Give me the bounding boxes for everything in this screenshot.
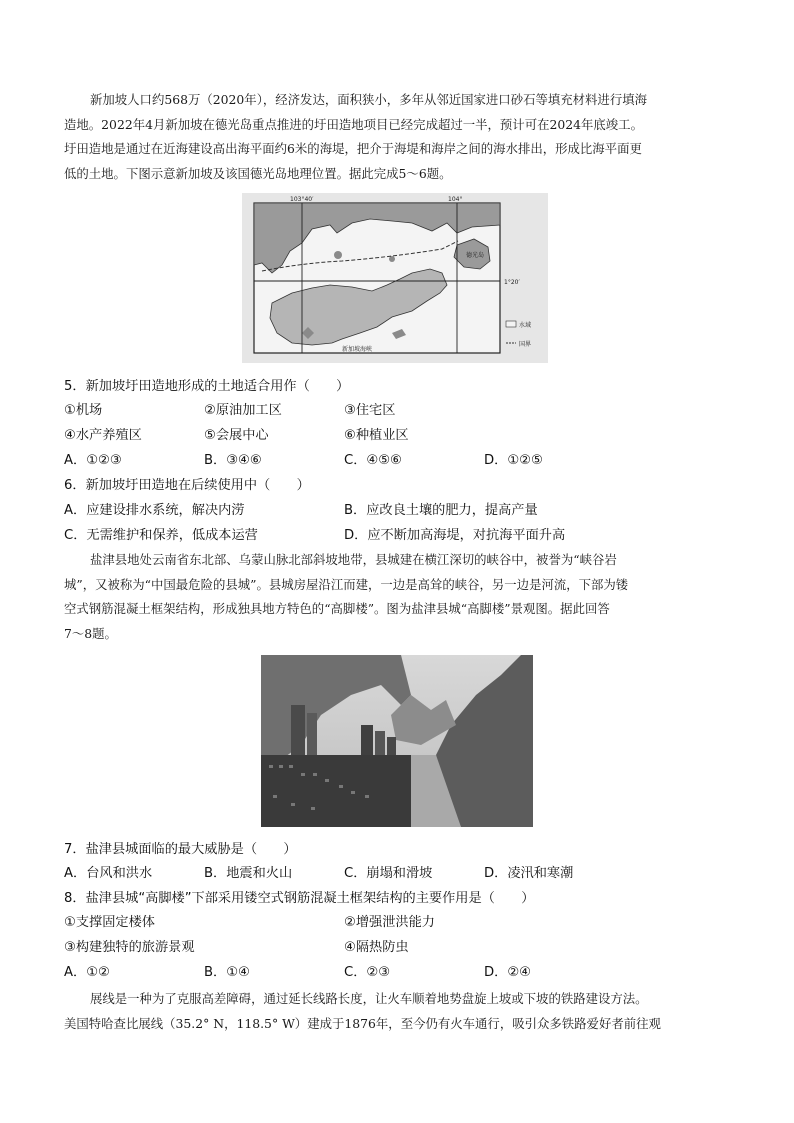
q8-item-1: ①支撑固定楼体 bbox=[64, 915, 155, 930]
q5-choice-a: A．①②③ bbox=[64, 453, 122, 468]
question-6-stem: 6．新加坡圩田造地在后续使用中（ ） bbox=[64, 478, 310, 493]
question-5-stem: 5．新加坡圩田造地形成的土地适合用作（ ） bbox=[64, 379, 350, 394]
q5-item-6: ⑥种植业区 bbox=[344, 428, 409, 443]
q6-choice-a: A．应建设排水系统，解决内涝 bbox=[64, 503, 245, 518]
passage-1-line: 造地。2022年4月新加坡在德光岛重点推进的圩田造地项目已经完成超过一半，预计可在2024年底竣工。 bbox=[64, 116, 643, 132]
q8-item-4: ④隔热防虫 bbox=[344, 940, 409, 955]
passage-2-line: 盐津县地处云南省东北部、乌蒙山脉北部斜坡地带，县城建在横江深切的峡谷中，被誉为“峡谷岩 bbox=[90, 552, 617, 567]
q8-choice-c: C．②③ bbox=[344, 965, 391, 980]
legend-boundary-label: 国界 bbox=[519, 341, 532, 348]
question-8-stem: 8．盐津县城“高脚楼”下部采用镂空式钢筋混凝土框架结构的主要作用是（ ） bbox=[64, 891, 535, 906]
passage-2 bbox=[64, 548, 736, 646]
strait-label: 新加坡海峡 bbox=[342, 346, 373, 353]
q5-item-4: ④水产养殖区 bbox=[64, 428, 142, 443]
small-island bbox=[389, 256, 395, 262]
q7-choice-b: B．地震和火山 bbox=[204, 866, 293, 881]
q8-choice-b: B．①④ bbox=[204, 965, 250, 980]
island-label: 德光岛 bbox=[466, 252, 485, 259]
singapore-map-figure bbox=[242, 193, 548, 363]
town-block bbox=[261, 755, 411, 827]
q5-item-5: ⑤会展中心 bbox=[204, 428, 269, 443]
q8-item-2: ②增强泄洪能力 bbox=[344, 915, 435, 930]
passage-2-line: 7～8题。 bbox=[64, 625, 117, 641]
q8-choice-a: A．①② bbox=[64, 965, 110, 980]
legend-water-label: 水域 bbox=[519, 322, 532, 329]
q7-choice-d: D．凌汛和寒潮 bbox=[484, 866, 574, 881]
question-7-stem: 7．盐津县城面临的最大威胁是（ ） bbox=[64, 842, 297, 857]
yanjin-photo-art bbox=[261, 655, 533, 827]
legend-water-swatch bbox=[506, 321, 516, 327]
passage-3 bbox=[64, 987, 736, 1036]
q5-item-1: ①机场 bbox=[64, 403, 103, 418]
q6-choice-d: D．应不断加高海堤，对抗海平面升高 bbox=[344, 528, 566, 543]
passage-1 bbox=[64, 88, 736, 186]
q5-choice-c: C．④⑤⑥ bbox=[344, 453, 402, 468]
passage-1-line: 圩田造地是通过在近海建设高出海平面约6米的海堤，把介于海堤和海岸之间的海水排出，形成比海平面更 bbox=[64, 141, 642, 156]
q5-choice-d: D．①②⑤ bbox=[484, 453, 543, 468]
yanjin-stilt-house-photo bbox=[261, 655, 533, 827]
q5-item-2: ②原油加工区 bbox=[204, 403, 282, 418]
passage-1-line: 低的土地。下图示意新加坡及该国德光岛地理位置。据此完成5～6题。 bbox=[64, 165, 452, 181]
q5-item-3: ③住宅区 bbox=[344, 403, 396, 418]
passage-3-line: 展线是一种为了克服高差障碍，通过延长线路长度，让火车顺着地势盘旋上坡或下坡的铁路建设方法。 bbox=[90, 991, 648, 1006]
passage-1-line: 新加坡人口约568万（2020年），经济发达，面积狭小，多年从邻近国家进口砂石等填充材料进行填海 bbox=[90, 92, 647, 107]
passage-2-line: 空式钢筋混凝土框架结构，形成独具地方特色的“高脚楼”。图为盐津县城“高脚楼”景观图。据此回答 bbox=[64, 601, 610, 616]
passage-2-line: 城”，又被称为“中国最危险的县城”。县城房屋沿江而建，一边是高耸的峡谷，另一边是河流，下部为镂 bbox=[64, 576, 629, 592]
passage-3-line: 美国特哈查比展线（35.2° N，118.5° W）建成于1876年，至今仍有火车通行，吸引众多铁路爱好者前往观 bbox=[64, 1015, 661, 1031]
q6-choice-b: B．应改良土壤的肥力，提高产量 bbox=[344, 503, 538, 518]
q6-choice-c: C．无需维护和保养，低成本运营 bbox=[64, 528, 258, 543]
lat-label: 1°20′ bbox=[504, 279, 520, 286]
q7-choice-c: C．崩塌和滑坡 bbox=[344, 866, 433, 881]
small-island bbox=[334, 251, 342, 259]
lon-right-label: 104° bbox=[448, 196, 463, 203]
singapore-map bbox=[242, 193, 548, 363]
q5-choice-b: B．③④⑥ bbox=[204, 453, 262, 468]
q8-choice-d: D．②④ bbox=[484, 965, 531, 980]
q7-choice-a: A．台风和洪水 bbox=[64, 866, 153, 881]
lon-left-label: 103°40′ bbox=[290, 196, 314, 203]
q8-item-3: ③构建独特的旅游景观 bbox=[64, 940, 195, 955]
